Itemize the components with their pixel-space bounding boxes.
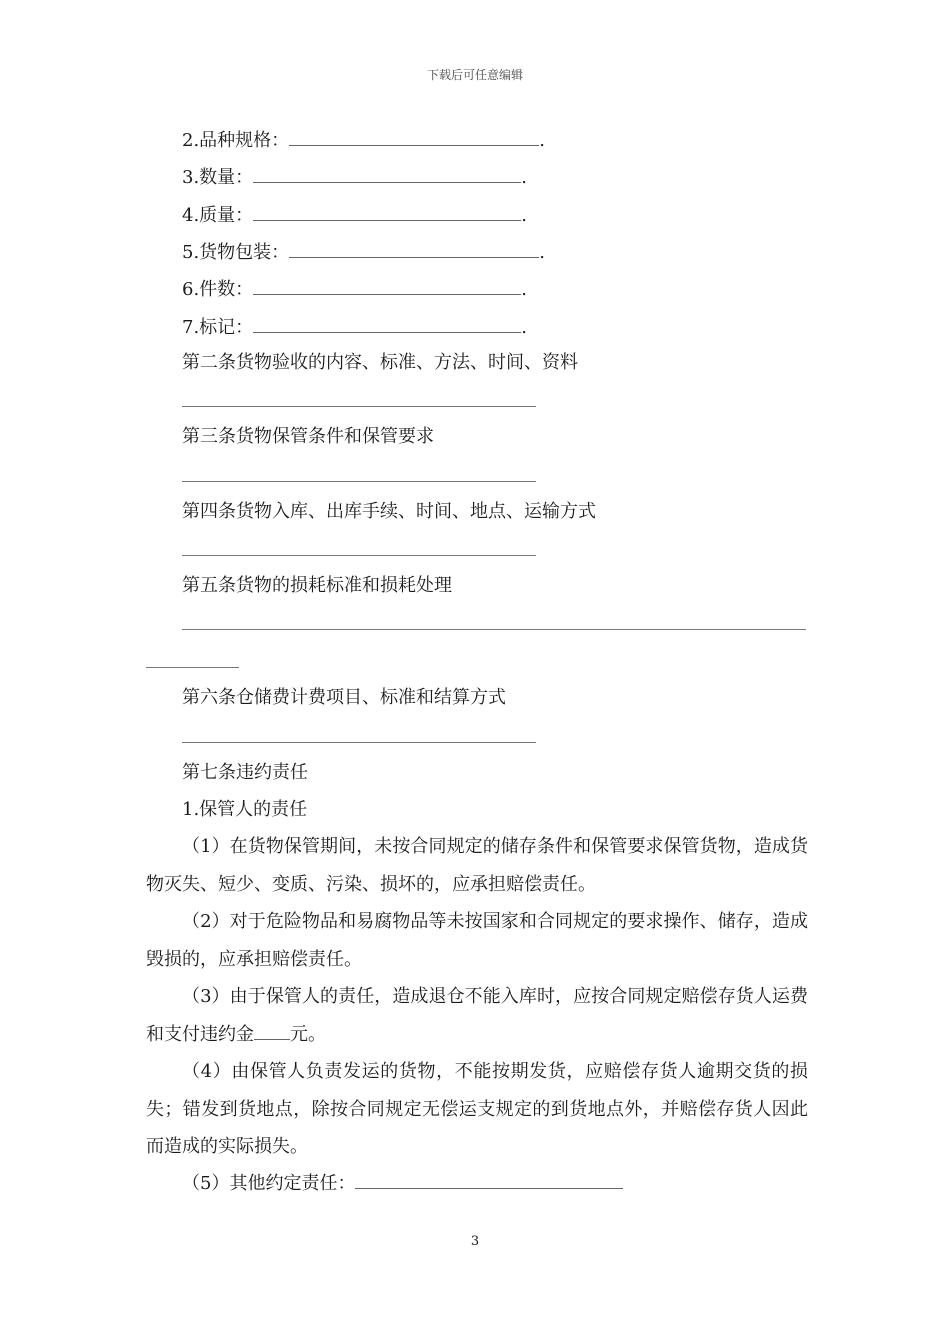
- pieces-dot: .: [521, 279, 527, 300]
- item-spec: [182, 127, 545, 153]
- spec-blank: [289, 127, 539, 146]
- page-number: 3: [470, 1234, 480, 1249]
- item-quality-label: 4.质量：: [182, 205, 254, 226]
- article-5-blank-2: [146, 667, 239, 668]
- item-pieces-label: 6.件数：: [182, 279, 254, 300]
- article-5-blank-1: [182, 629, 806, 630]
- article-6-heading: 第六条仓储费计费项目、标准和结算方式: [182, 687, 506, 708]
- item-qty-label: 3.数量：: [182, 167, 254, 188]
- item-qty: [182, 164, 527, 190]
- qty-blank: [253, 164, 521, 183]
- paragraph-3: [146, 978, 808, 1053]
- spec-dot: .: [539, 130, 545, 151]
- paragraph-2: （2）对于危险物品和易腐物品等未按国家和合同规定的要求操作、储存，造成毁损的，应承担赔偿责任。: [146, 911, 808, 970]
- page-header: 下载后可任意编辑: [426, 68, 523, 82]
- article-3-heading: 第三条货物保管条件和保管要求: [182, 426, 434, 447]
- article-2-heading: 第二条货物验收的内容、标准、方法、时间、资料: [182, 352, 578, 373]
- mark-blank: [253, 314, 521, 333]
- article-3-blank: [182, 481, 536, 482]
- paragraph-1: （1）在货物保管期间，未按合同规定的储存条件和保管要求保管货物，造成货物灭失、短少、变质、污染、损坏的，应承担赔偿责任。: [146, 836, 808, 895]
- article-2-blank: [182, 406, 536, 407]
- article-7-heading: 第七条违约责任: [182, 762, 308, 783]
- paragraph-5-text: （5）其他约定责任：: [182, 1173, 356, 1194]
- quality-blank: [253, 202, 521, 221]
- article-5-heading: 第五条货物的损耗标准和损耗处理: [182, 575, 452, 596]
- qty-dot: .: [521, 167, 527, 188]
- item-pack: [182, 239, 545, 265]
- paragraph-4: （4）由保管人负责发运的货物，不能按期发货，应赔偿存货人逾期交货的损失；错发到货地点，除按合同规定无偿运支规定的到货地点外，并赔偿存货人因此而造成的实际损失。: [146, 1061, 808, 1157]
- pieces-blank: [253, 276, 521, 295]
- item-mark: [182, 314, 527, 340]
- section-1-heading: 1.保管人的责任: [182, 799, 308, 820]
- article-4-heading: 第四条货物入库、出库手续、时间、地点、运输方式: [182, 501, 596, 522]
- paragraph-3-unit: 元。: [290, 1023, 326, 1045]
- paragraph-3-text: （3）由于保管人的责任，造成退仓不能入库时，应按合同规定赔偿存货人运费和支付违约金: [146, 986, 808, 1045]
- mark-dot: .: [521, 317, 527, 338]
- item-pieces: [182, 276, 527, 302]
- pack-dot: .: [539, 242, 545, 263]
- article-4-blank: [182, 555, 536, 556]
- item-quality: [182, 202, 527, 228]
- item-mark-label: 7.标记：: [182, 317, 254, 338]
- article-6-blank: [182, 742, 536, 743]
- paragraph-5: [146, 1165, 808, 1203]
- pack-blank: [289, 239, 539, 258]
- item-pack-label: 5.货物包装：: [182, 242, 290, 263]
- penalty-amount-blank: [254, 1021, 290, 1040]
- other-liability-blank: [355, 1170, 623, 1189]
- item-spec-label: 2.品种规格：: [182, 130, 290, 151]
- quality-dot: .: [521, 205, 527, 226]
